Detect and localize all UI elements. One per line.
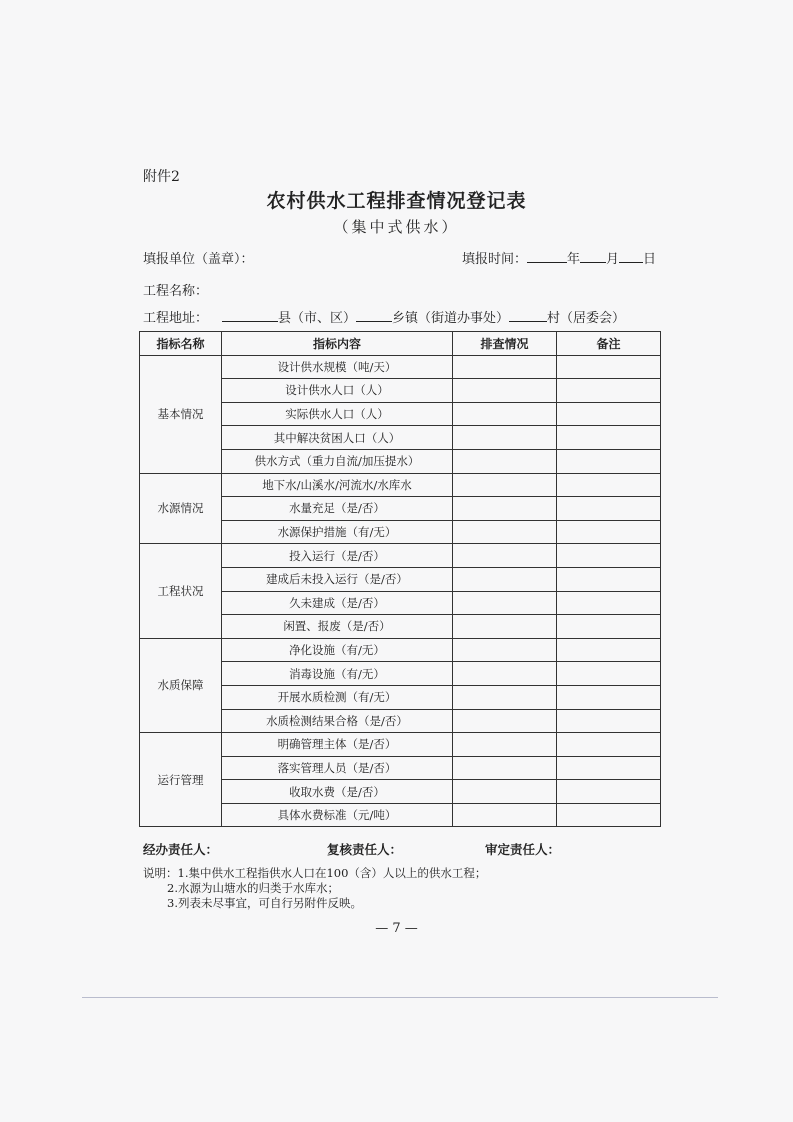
check-result-cell[interactable] <box>453 449 557 473</box>
check-result-cell[interactable] <box>453 473 557 497</box>
form-subtitle: （集中式供水） <box>333 218 460 236</box>
column-header: 指标内容 <box>222 332 453 356</box>
table-row <box>140 733 661 757</box>
town-blank <box>356 309 392 322</box>
check-result-cell[interactable] <box>453 355 557 379</box>
filling-time-line <box>462 248 656 267</box>
indicator-cell: 水质检测结果合格（是/否） <box>222 709 453 733</box>
check-result-cell[interactable] <box>453 497 557 521</box>
check-result-cell[interactable] <box>453 780 557 804</box>
village-label: 村（居委会） <box>547 311 626 326</box>
approver-signature-label: 审定责任人： <box>485 842 561 857</box>
column-header: 备注 <box>557 332 661 356</box>
remark-cell[interactable] <box>557 709 661 733</box>
group-name-cell: 水质保障 <box>140 638 222 732</box>
attachment-label: 附件2 <box>143 169 180 185</box>
remark-cell[interactable] <box>557 473 661 497</box>
indicator-cell: 设计供水人口（人） <box>222 379 453 403</box>
remark-cell[interactable] <box>557 756 661 780</box>
column-header: 指标名称 <box>140 332 222 356</box>
note-line: 2.水源为山塘水的归类于水库水； <box>167 881 339 895</box>
year-blank <box>527 250 567 263</box>
indicator-cell: 久未建成（是/否） <box>222 591 453 615</box>
remark-cell[interactable] <box>557 567 661 591</box>
check-result-cell[interactable] <box>453 426 557 450</box>
column-header: 排查情况 <box>453 332 557 356</box>
filling-unit-line <box>143 248 254 267</box>
table-row <box>140 638 661 662</box>
note-line: 3.列表未尽事宜，可自行另附件反映。 <box>167 896 362 910</box>
filling-unit-label: 填报单位（盖章）： <box>143 252 254 267</box>
indicator-cell: 其中解决贫困人口（人） <box>222 426 453 450</box>
month-label: 月 <box>606 252 620 267</box>
county-label: 县（市、区） <box>278 311 357 326</box>
remark-cell[interactable] <box>557 449 661 473</box>
check-result-cell[interactable] <box>453 520 557 544</box>
check-result-cell[interactable] <box>453 591 557 615</box>
indicator-cell: 具体水费标准（元/吨） <box>222 803 453 827</box>
group-name-cell: 基本情况 <box>140 355 222 473</box>
group-name-cell: 运行管理 <box>140 733 222 827</box>
check-result-cell[interactable] <box>453 709 557 733</box>
table-header-row <box>140 332 661 356</box>
check-result-cell[interactable] <box>453 662 557 686</box>
project-name-line <box>143 280 208 299</box>
footer-divider <box>82 997 718 998</box>
check-result-cell[interactable] <box>453 379 557 403</box>
day-label: 日 <box>643 252 657 267</box>
remark-cell[interactable] <box>557 426 661 450</box>
check-result-cell[interactable] <box>453 402 557 426</box>
form-title: 农村供水工程排查情况登记表 <box>266 190 527 212</box>
check-result-cell[interactable] <box>453 803 557 827</box>
check-result-cell[interactable] <box>453 567 557 591</box>
indicator-cell: 收取水费（是/否） <box>222 780 453 804</box>
indicator-cell: 水量充足（是/否） <box>222 497 453 521</box>
check-result-cell[interactable] <box>453 685 557 709</box>
check-result-cell[interactable] <box>453 756 557 780</box>
indicator-cell: 实际供水人口（人） <box>222 402 453 426</box>
remark-cell[interactable] <box>557 379 661 403</box>
remark-cell[interactable] <box>557 355 661 379</box>
remark-cell[interactable] <box>557 685 661 709</box>
table-row <box>140 355 661 379</box>
indicator-cell: 水源保护措施（有/无） <box>222 520 453 544</box>
inspection-table <box>139 331 661 827</box>
page-number: — 7 — <box>375 921 418 936</box>
remark-cell[interactable] <box>557 615 661 639</box>
notes-block <box>143 866 486 911</box>
indicator-cell: 地下水/山溪水/河流水/水库水 <box>222 473 453 497</box>
indicator-cell: 闲置、报废（是/否） <box>222 615 453 639</box>
remark-cell[interactable] <box>557 544 661 568</box>
remark-cell[interactable] <box>557 402 661 426</box>
indicator-cell: 投入运行（是/否） <box>222 544 453 568</box>
indicator-cell: 落实管理人员（是/否） <box>222 756 453 780</box>
handler-signature-label: 经办责任人： <box>143 842 219 857</box>
remark-cell[interactable] <box>557 780 661 804</box>
indicator-cell: 消毒设施（有/无） <box>222 662 453 686</box>
table-row <box>140 544 661 568</box>
indicator-cell: 建成后未投入运行（是/否） <box>222 567 453 591</box>
group-name-cell: 工程状况 <box>140 544 222 638</box>
table-row <box>140 473 661 497</box>
indicator-cell: 明确管理主体（是/否） <box>222 733 453 757</box>
remark-cell[interactable] <box>557 803 661 827</box>
check-result-cell[interactable] <box>453 544 557 568</box>
reviewer-signature-label: 复核责任人： <box>327 842 403 857</box>
day-blank <box>619 250 643 263</box>
town-label: 乡镇（街道办事处） <box>392 311 510 326</box>
village-blank <box>509 309 547 322</box>
note-line: 说明：1.集中供水工程指供水人口在100（含）人以上的供水工程； <box>143 866 487 880</box>
filling-time-label: 填报时间： <box>462 252 528 267</box>
check-result-cell[interactable] <box>453 733 557 757</box>
group-name-cell: 水源情况 <box>140 473 222 544</box>
remark-cell[interactable] <box>557 520 661 544</box>
indicator-cell: 供水方式（重力自流/加压提水） <box>222 449 453 473</box>
remark-cell[interactable] <box>557 662 661 686</box>
month-blank <box>580 250 606 263</box>
indicator-cell: 设计供水规模（吨/天） <box>222 355 453 379</box>
indicator-cell: 净化设施（有/无） <box>222 638 453 662</box>
project-name-label: 工程名称： <box>143 284 209 299</box>
project-address-label: 工程地址： <box>143 311 209 326</box>
remark-cell[interactable] <box>557 638 661 662</box>
year-label: 年 <box>567 252 581 267</box>
indicator-cell: 开展水质检测（有/无） <box>222 685 453 709</box>
check-result-cell[interactable] <box>453 615 557 639</box>
remark-cell[interactable] <box>557 591 661 615</box>
county-blank <box>222 309 278 322</box>
remark-cell[interactable] <box>557 733 661 757</box>
check-result-cell[interactable] <box>453 638 557 662</box>
remark-cell[interactable] <box>557 497 661 521</box>
project-address-line <box>143 307 625 326</box>
